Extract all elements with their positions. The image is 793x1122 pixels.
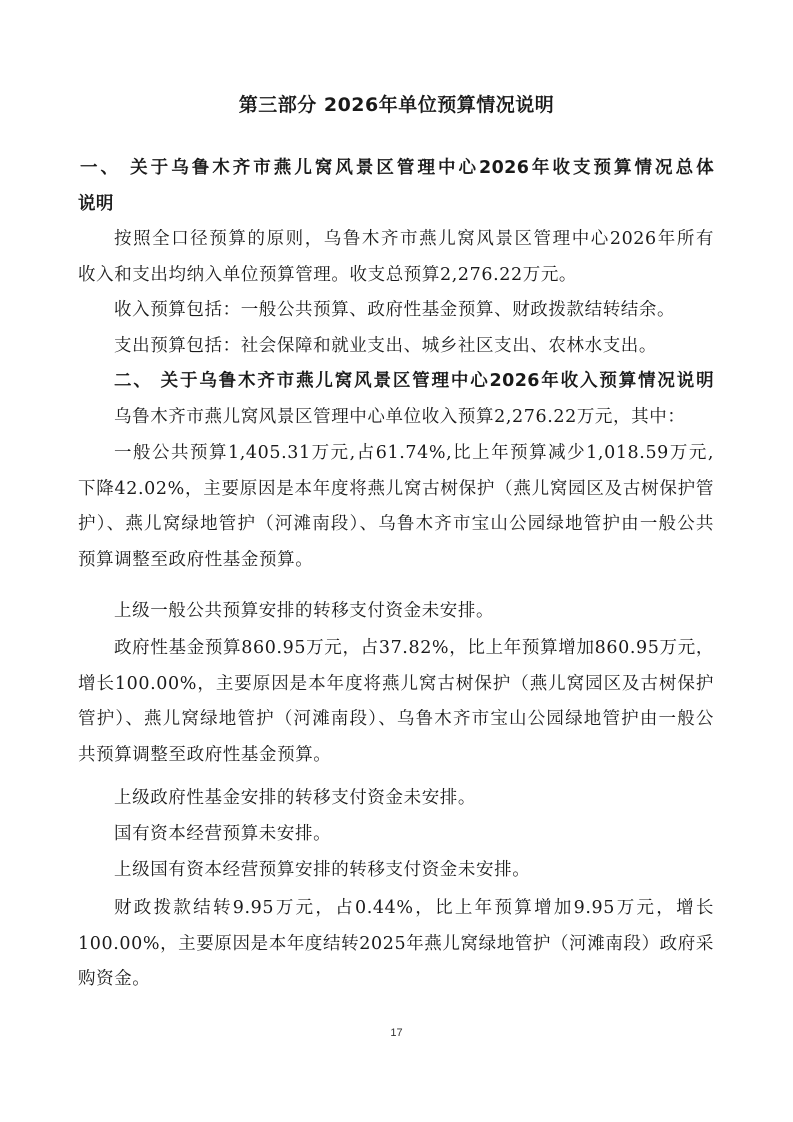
section-2-paragraph [78, 436, 714, 578]
section-1-heading [78, 151, 714, 222]
section-1-heading-line: 一、 关于乌鲁木齐市燕儿窝风景区管理中心2026年收支预算情况总体 [80, 158, 714, 178]
paragraph-line: 100.00%，主要原因是本年度结转2025年燕儿窝绿地管护（河滩南段）政府采 [78, 933, 714, 954]
paragraph-line: 增长100.00%，主要原因是本年度将燕儿窝古树保护（燕儿窝园区及古树保护 [78, 673, 714, 694]
section-2-paragraph [78, 400, 714, 436]
section-1-paragraph [78, 222, 714, 293]
section-2-paragraph [78, 594, 714, 630]
paragraph-line: 下降42.02%，主要原因是本年度将燕儿窝古树保护（燕儿窝园区及古树保护管 [78, 478, 714, 499]
paragraph-line: 购资金。 [78, 969, 151, 989]
paragraph-line: 共预算调整至政府性基金预算。 [78, 744, 332, 765]
paragraph-line: 上级国有资本经营预算安排的转移支付资金未安排。 [114, 860, 531, 880]
paragraph-line: 护）、燕儿窝绿地管护（河滩南段）、乌鲁木齐市宝山公园绿地管护由一般公共 [78, 514, 714, 534]
section-2-paragraph [78, 891, 714, 998]
paragraph-line: 乌鲁木齐市燕儿窝风景区管理中心单位收入预算2,276.22万元，其中： [114, 407, 686, 427]
section-2-paragraph [78, 817, 714, 853]
paragraph-line: 收入和支出均纳入单位预算管理。收支总预算2,276.22万元。 [78, 264, 578, 285]
section-1-paragraph [78, 329, 714, 365]
paragraph-line: 上级一般公共预算安排的转移支付资金未安排。 [114, 601, 495, 621]
page-title: 第三部分 2026年单位预算情况说明 [238, 94, 555, 116]
section-2-heading [78, 364, 714, 400]
paragraph-line: 管护）、燕儿窝绿地管护（河滩南段）、乌鲁木齐市宝山公园绿地管护由一般公 [78, 709, 714, 729]
paragraph-line: 收入预算包括：一般公共预算、政府性基金预算、财政拨款结转结余。 [114, 300, 676, 320]
paragraph-line: 按照全口径预算的原则，乌鲁木齐市燕儿窝风景区管理中心2026年所有 [114, 229, 714, 249]
paragraph-line: 上级政府性基金安排的转移支付资金未安排。 [114, 788, 476, 808]
paragraph-line: 一般公共预算1,405.31万元,占61.74%,比上年预算减少1,018.59万元, [114, 443, 714, 463]
paragraph-line: 财政拨款结转9.95万元，占0.44%，比上年预算增加9.95万元，增长 [114, 898, 714, 918]
section-2-paragraph [78, 781, 714, 817]
paragraph-line: 支出预算包括：社会保障和就业支出、城乡社区支出、农林水支出。 [114, 336, 657, 356]
paragraph-line: 预算调整至政府性基金预算。 [78, 549, 314, 570]
section-2-paragraph [78, 853, 714, 889]
section-2-heading-line: 二、 关于乌鲁木齐市燕儿窝风景区管理中心2026年收入预算情况说明 [114, 371, 714, 391]
section-1-heading-line: 说明 [78, 193, 114, 214]
section-2-paragraph [78, 631, 714, 773]
section-1-paragraph [78, 293, 714, 329]
paragraph-line: 政府性基金预算860.95万元，占37.82%，比上年预算增加860.95万元， [114, 638, 714, 658]
page-number: 17 [390, 1027, 403, 1039]
paragraph-line: 国有资本经营预算未安排。 [114, 824, 332, 844]
